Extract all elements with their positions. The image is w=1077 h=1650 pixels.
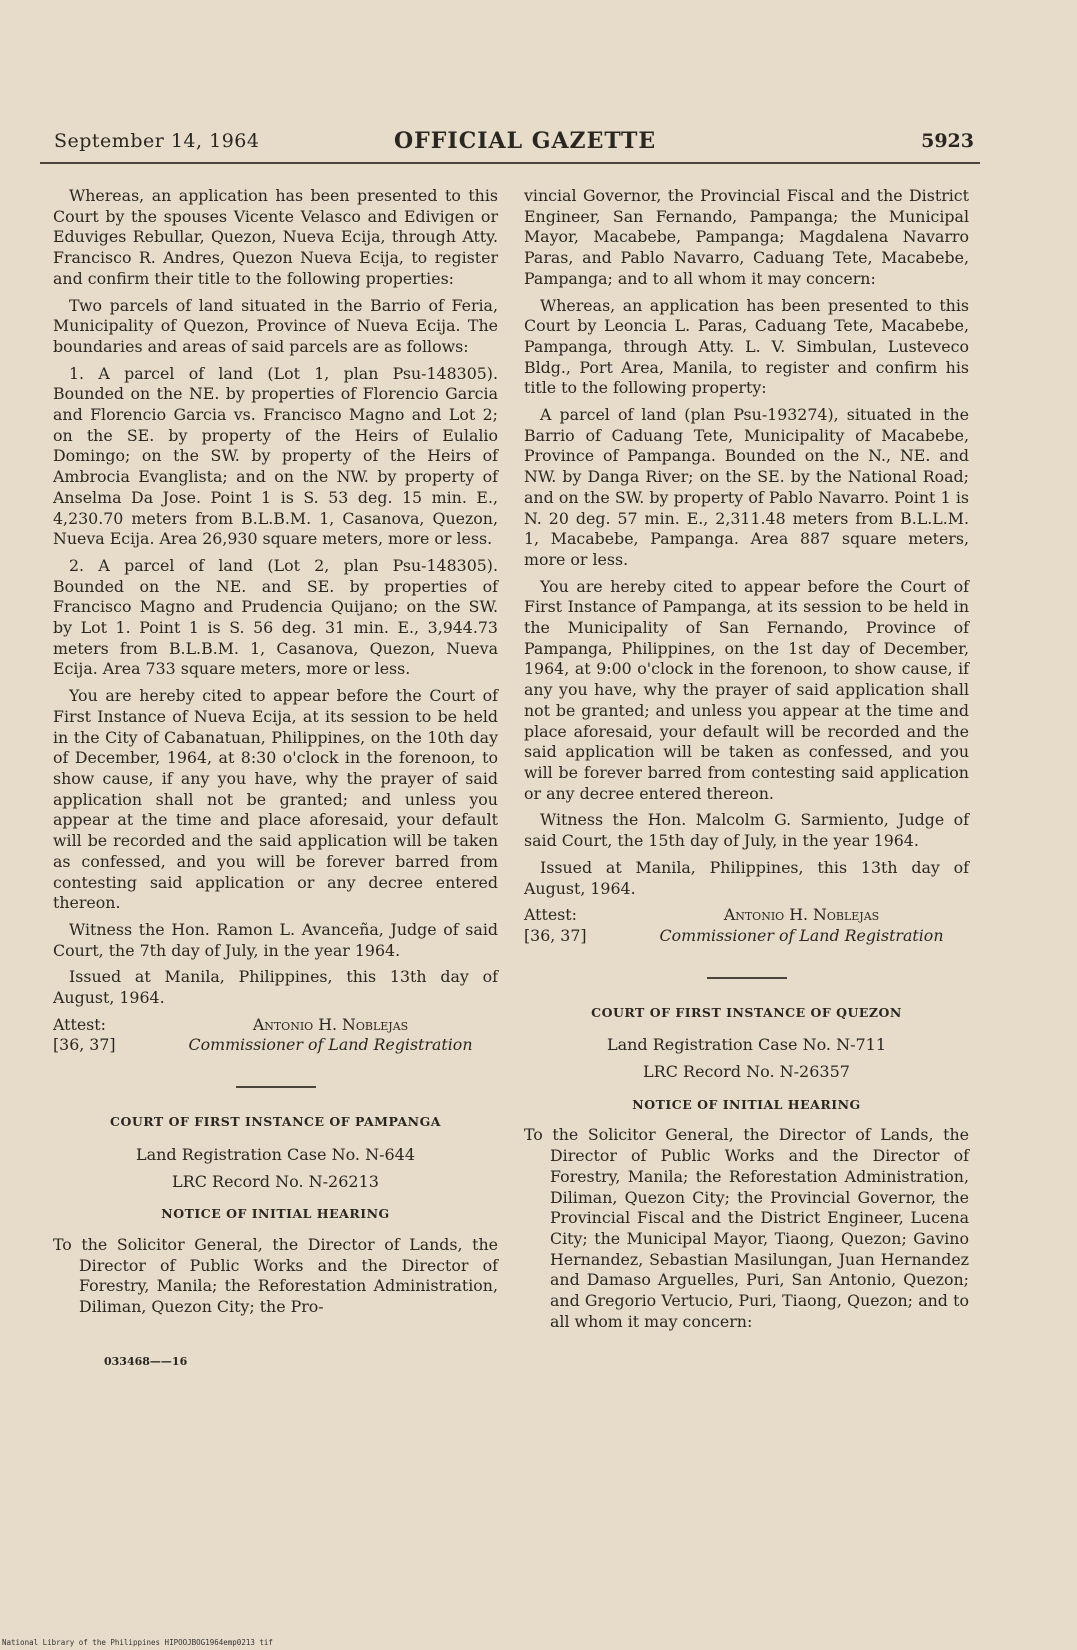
- attest-title-line: [524, 926, 969, 947]
- page-number: 5923: [921, 130, 974, 152]
- addressees: To the Solicitor General, the Director of Lands, the Director of Public Works and the Director of Forestry, Manila; the Reforestation Administration, Diliman, Quezon City; the Provincial Governor, the Provincial Fiscal and the District Engineer, Lucena City; the Municipal Mayor, Tiaong, Quezon; Gavino Hernandez, Sebastian Masilungan, Juan Hernandez and Damaso Arguelles, Puri, San Antonio, Quezon; and Gregorio Vertucio, Puri, Tiaong, Quezon; and to all whom it may concern:: [524, 1125, 969, 1331]
- scan-label: National Library of the Philippines HIPOOJBOG1964emp0213 tif: [2, 1638, 273, 1647]
- section-divider: [236, 1086, 316, 1088]
- lrc-record: LRC Record No. N-26357: [643, 1062, 850, 1082]
- paragraph: Whereas, an application has been presented to this Court by the spouses Vicente Velasco and Edivigen or Eduviges Rebullar, Quezon, Nueva Ecija, through Atty. Francisco R. Andres, Quezon Nueva Ecija, to register and confirm their title to the following properties:: [53, 186, 498, 288]
- lrc-record: LRC Record No. N-26213: [172, 1171, 379, 1191]
- attest-name: Antonio H. Noblejas: [252, 1014, 409, 1034]
- court-heading: COURT OF FIRST INSTANCE OF PAMPANGA: [110, 1114, 441, 1130]
- attest-title: Commissioner of Land Registration: [659, 925, 944, 945]
- attest-ref: [36, 37]: [524, 925, 587, 945]
- notice-heading: NOTICE OF INITIAL HEARING: [632, 1096, 861, 1112]
- case-number: Land Registration Case No. N-644: [135, 1144, 416, 1164]
- attest-title: Commissioner of Land Registration: [188, 1035, 473, 1055]
- paragraph: Witness the Hon. Malcolm G. Sarmiento, Judge of said Court, the 15th day of July, in the year 1964.: [524, 810, 969, 851]
- attest-line: [53, 1015, 498, 1036]
- paragraph: 1. A parcel of land (Lot 1, plan Psu-148305). Bounded on the NE. by properties of Florencio Garcia and Florencio Garcia vs. Francisco Magno and Lot 2; on the SE. by property of the Heirs of Eulalio Domingo; on the SW. by property of the Heirs of Ambrocia Evanglista; and on the NW. by property of Anselma Da Jose. Point 1 is S. 53 deg. 15 min. E., 4,230.70 meters from B.L.B.M. 1, Casanova, Quezon, Nueva Ecija. Area 26,930 square meters, more or less.: [53, 363, 498, 549]
- attest-label: Attest:: [53, 1014, 106, 1034]
- addressees: To the Solicitor General, the Director of Lands, the Director of Public Works and the Director of Forestry, Manila; the Reforestation Administration, Diliman, Quezon City; the Pro-: [53, 1234, 498, 1317]
- paragraph: vincial Governor, the Provincial Fiscal and the District Engineer, San Fernando, Pampanga; the Municipal Mayor, Macabebe, Pampanga; Magdalena Navarro Paras, and Pablo Navarro, Caduang Tete, Macabebe, Pampanga; and to all whom it may concern:: [524, 186, 969, 288]
- notice-heading: NOTICE OF INITIAL HEARING: [161, 1206, 390, 1222]
- paragraph: Witness the Hon. Ramon L. Avanceña, Judge of said Court, the 7th day of July, in the year 1964.: [53, 919, 498, 960]
- attest-label: Attest:: [524, 905, 577, 925]
- header-title: OFFICIAL GAZETTE: [394, 128, 657, 154]
- header-rule: [40, 162, 980, 164]
- header-date: September 14, 1964: [54, 130, 260, 152]
- attest-line: [524, 905, 969, 926]
- paragraph: A parcel of land (plan Psu-193274), situated in the Barrio of Caduang Tete, Municipality of Macabebe, Province of Pampanga. Bounded on the N., NE. and NW. by Danga River; on the SE. by the National Road; and on the SW. by property of Pablo Navarro. Point 1 is N. 20 deg. 57 min. E., 2,311.48 meters from B.L.L.M. 1, Macabebe, Pampanga. Area 887 square meters, more or less.: [524, 405, 969, 569]
- footer-code: 033468——16: [104, 1355, 188, 1368]
- paragraph: Whereas, an application has been presented to this Court by Leoncia L. Paras, Caduang Tete, Macabebe, Pampanga, through Atty. L. V. Simbulan, Lusteveco Bldg., Port Area, Manila, to register and confirm his title to the following property:: [524, 295, 969, 398]
- paragraph: Two parcels of land situated in the Barrio of Feria, Municipality of Quezon, Province of Nueva Ecija. The boundaries and areas of said parcels are as follows:: [53, 295, 498, 356]
- page-header: [54, 130, 974, 156]
- paragraph: Issued at Manila, Philippines, this 13th day of August, 1964.: [524, 857, 969, 898]
- court-heading: COURT OF FIRST INSTANCE OF QUEZON: [591, 1004, 902, 1020]
- paragraph: You are hereby cited to appear before the Court of First Instance of Pampanga, at its session to be held in the Municipality of San Fernando, Province of Pampanga, Philippines, on the 1st day of December, 1964, at 9:00 o'clock in the forenoon, to show cause, if any you have, why the prayer of said application shall not be granted; and unless you appear at the time and place aforesaid, your default will be recorded and the said application will be taken as confessed, and you will be forever barred from contesting said application or any decree entered thereon.: [524, 576, 969, 803]
- case-number: Land Registration Case No. N-711: [606, 1035, 887, 1055]
- paragraph: You are hereby cited to appear before the Court of First Instance of Nueva Ecija, at its session to be held in the City of Cabanatuan, Philippines, on the 10th day of December, 1964, at 8:30 o'clock in the forenoon, to show cause, if any you have, why the prayer of said application shall not be granted; and unless you appear at the time and place aforesaid, your default will be recorded and the said application will be taken as confessed, and you will be forever barred from contesting said application or any decree entered thereon.: [53, 686, 498, 913]
- paragraph: 2. A parcel of land (Lot 2, plan Psu-148305). Bounded on the NE. and SE. by properties of Francisco Magno and Prudencia Quijano; on the SW. by Lot 1. Point 1 is S. 56 deg. 31 min. E., 3,944.73 meters from B.L.B.M. 1, Casanova, Quezon, Nueva Ecija. Area 733 square meters, more or less.: [53, 555, 498, 679]
- attest-name: Antonio H. Noblejas: [723, 905, 880, 925]
- attest-ref: [36, 37]: [53, 1035, 116, 1055]
- right-column: [524, 186, 969, 1338]
- attest-title-line: [53, 1035, 498, 1056]
- left-column: [53, 186, 498, 1324]
- paragraph: Issued at Manila, Philippines, this 13th day of August, 1964.: [53, 967, 498, 1008]
- section-divider: [707, 977, 787, 979]
